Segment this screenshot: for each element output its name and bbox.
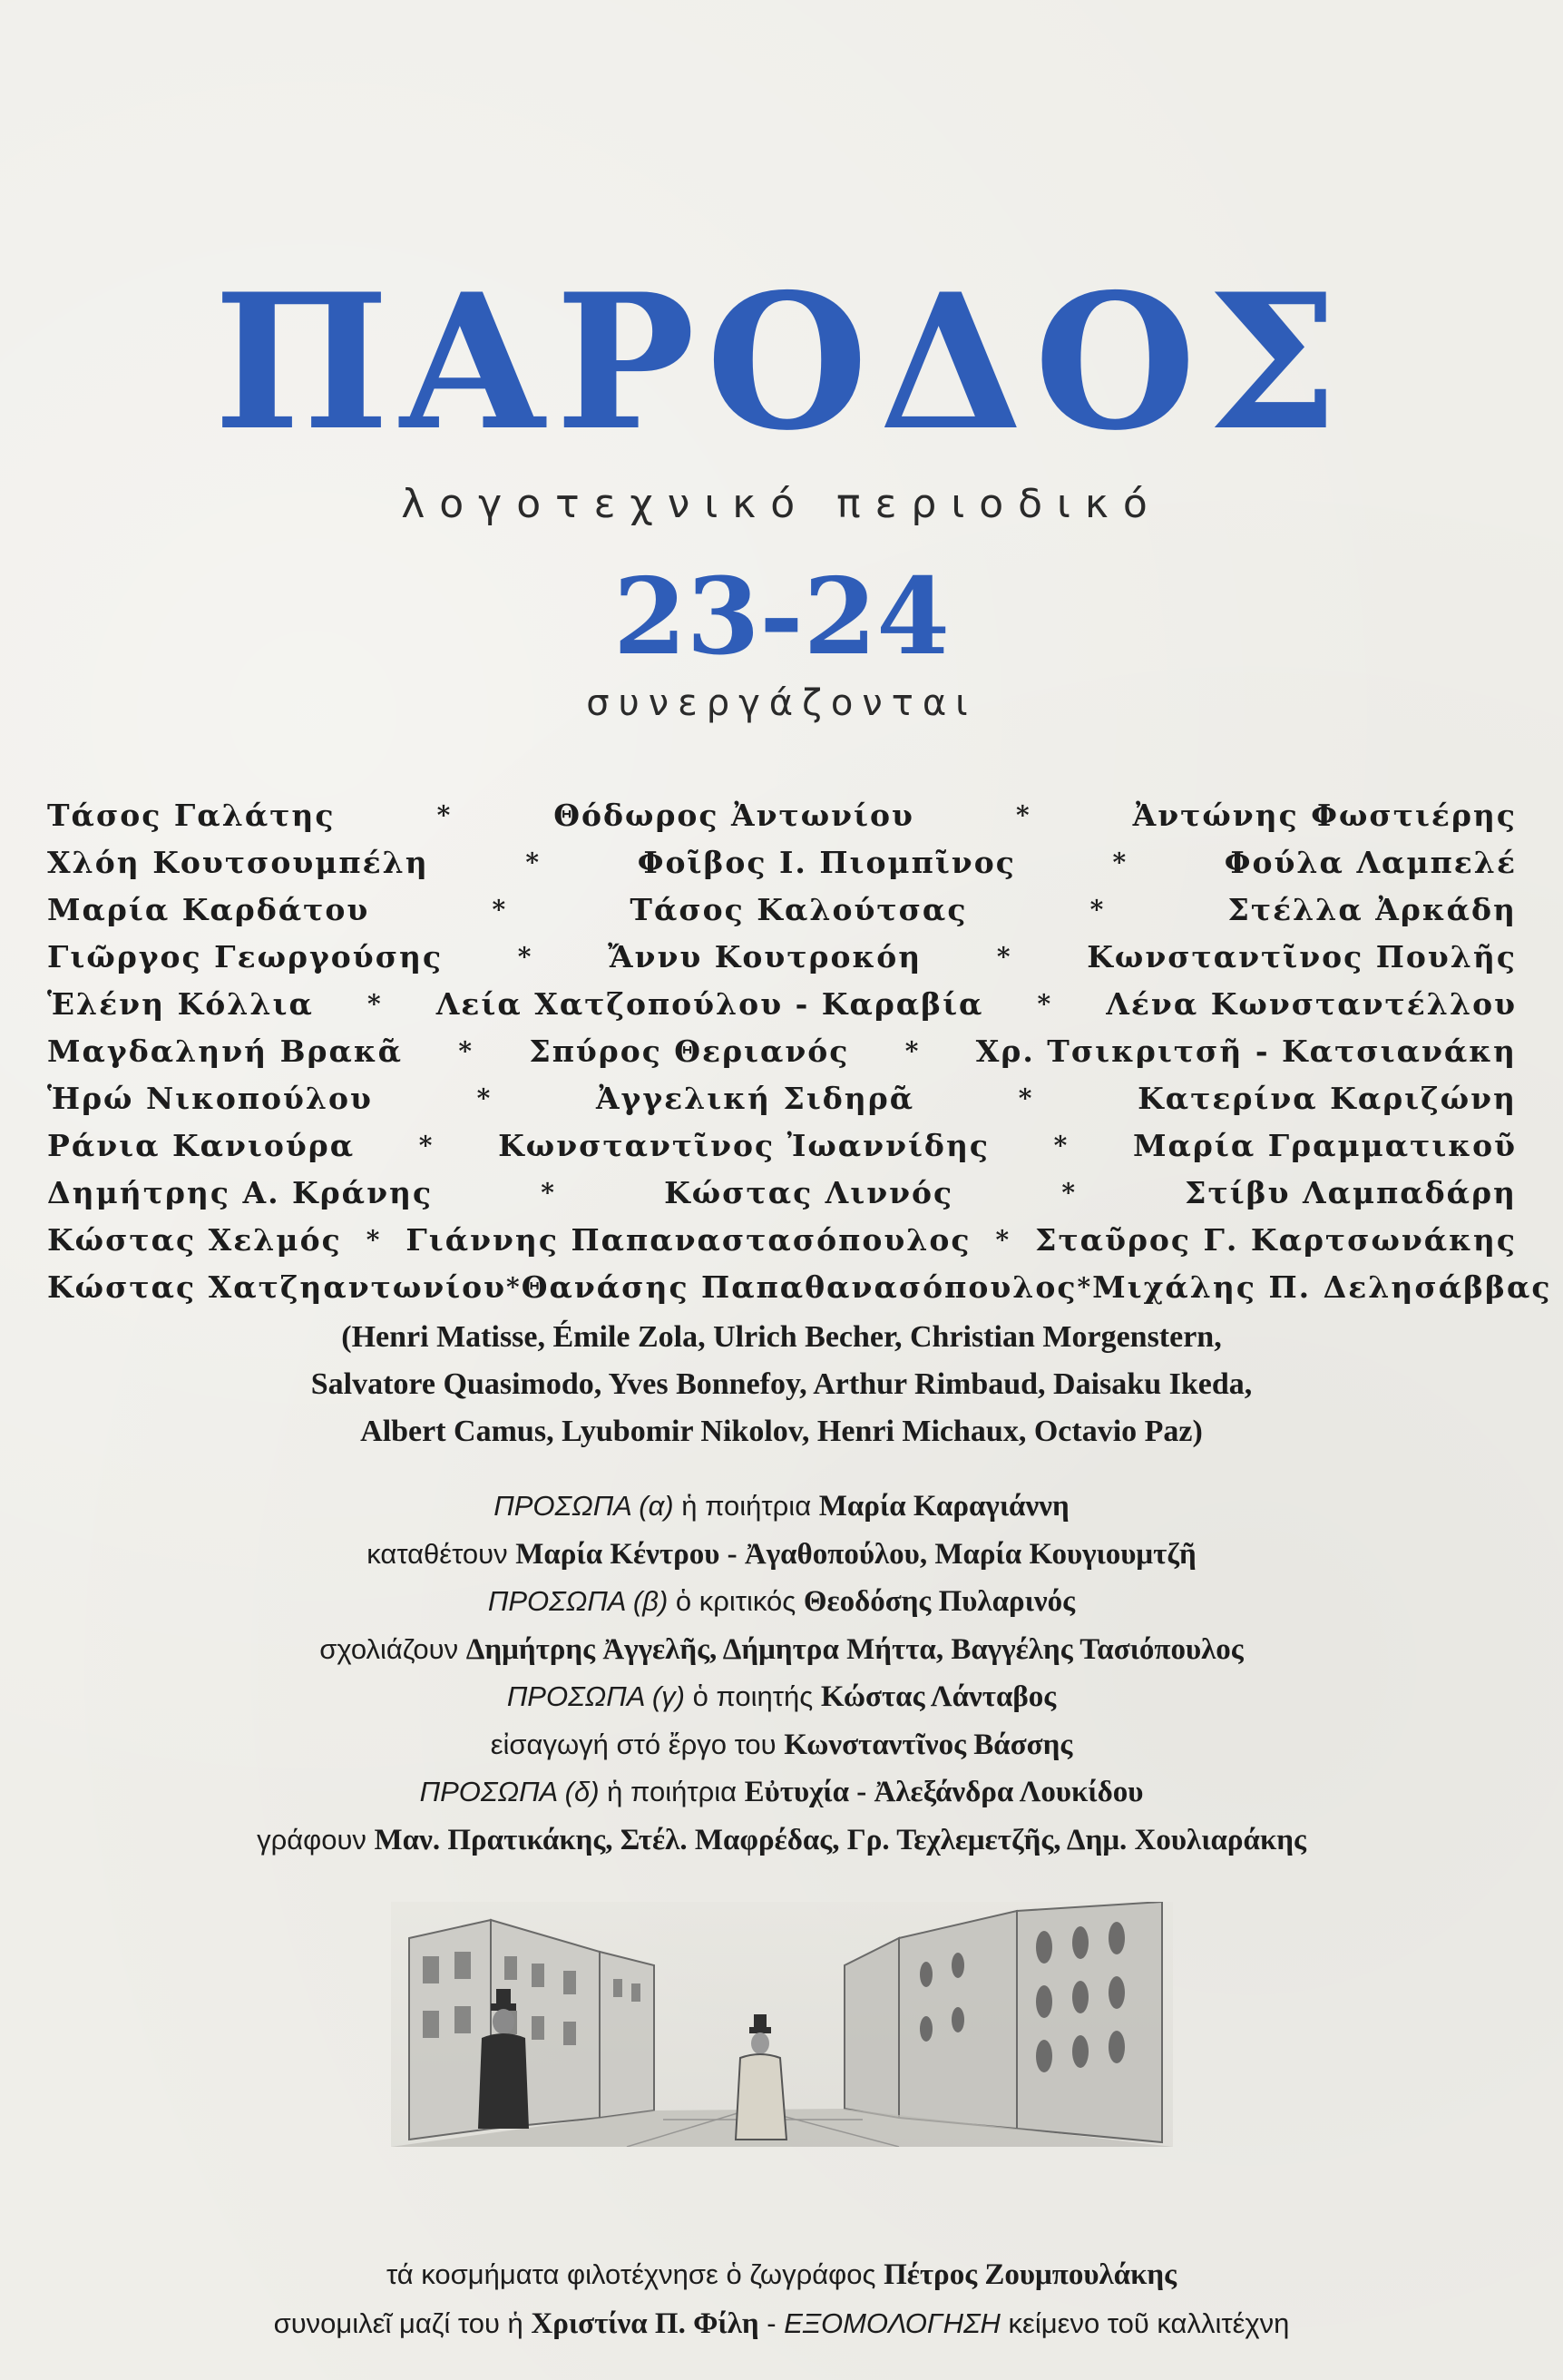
footer-artist-name: Πέτρος Ζουμπουλάκης bbox=[884, 2258, 1177, 2291]
contributor-name: Κατερίνα Καριζώνη bbox=[1138, 1080, 1518, 1116]
contributors-row bbox=[47, 1169, 1517, 1216]
section-label: ΠΡΟΣΩΠΑ (β) bbox=[487, 1585, 669, 1617]
persons-role-text: ἡ ποιήτρια bbox=[599, 1776, 745, 1807]
footer-dash: - bbox=[758, 2307, 785, 2339]
asterisk-separator: * bbox=[1037, 988, 1053, 1019]
persons-line bbox=[0, 1673, 1563, 1721]
asterisk-separator: * bbox=[995, 1224, 1011, 1255]
asterisk-separator: * bbox=[1077, 1271, 1093, 1302]
footer-interview-text: συνομιλεῖ μαζί του ἡ bbox=[273, 2307, 532, 2339]
asterisk-separator: * bbox=[506, 1271, 522, 1302]
persons-role-text: ὁ κριτικός bbox=[668, 1585, 804, 1617]
asterisk-separator: * bbox=[517, 941, 533, 972]
contributors-row bbox=[47, 886, 1517, 933]
asterisk-separator: * bbox=[366, 988, 383, 1019]
footer-line-interview bbox=[0, 2299, 1563, 2348]
contributor-name: Μαγδαληνή Βρακᾶ bbox=[47, 1033, 403, 1069]
asterisk-separator: * bbox=[996, 941, 1012, 972]
footer-interview-end: κείμενο τοῦ καλλιτέχνη bbox=[1000, 2307, 1290, 2339]
foreign-authors bbox=[0, 1314, 1563, 1455]
contributor-name: Τάσος Καλούτσας bbox=[630, 891, 968, 927]
contributor-name: Μαρία Καρδάτου bbox=[47, 891, 370, 927]
magazine-subtitle: λογοτεχνικό περιοδικό bbox=[401, 481, 1162, 527]
persons-role-text: σχολιάζουν bbox=[319, 1632, 466, 1665]
asterisk-separator: * bbox=[904, 1035, 921, 1066]
asterisk-separator: * bbox=[1112, 847, 1128, 877]
foreign-authors-line: Albert Camus, Lyubomir Nikolov, Henri Michaux, Octavio Paz) bbox=[360, 1415, 1203, 1448]
asterisk-separator: * bbox=[1018, 1082, 1034, 1113]
collaborators-heading: συνεργάζονται bbox=[586, 682, 977, 724]
asterisk-separator: * bbox=[1053, 1130, 1070, 1161]
foreign-authors-line: Salvatore Quasimodo, Yves Bonnefoy, Arthur Rimbaud, Daisaku Ikeda, bbox=[310, 1367, 1253, 1401]
persons-line bbox=[0, 1578, 1563, 1626]
contributors-row bbox=[47, 838, 1517, 886]
persons-section bbox=[0, 1483, 1563, 1864]
contributor-name: Στέλλα Ἀρκάδη bbox=[1227, 891, 1517, 927]
asterisk-separator: * bbox=[418, 1130, 435, 1161]
street-illustration bbox=[391, 1902, 1173, 2147]
contributors-row bbox=[47, 1263, 1552, 1310]
contributor-name: Φούλα Λαμπελέ bbox=[1224, 844, 1518, 880]
asterisk-separator: * bbox=[1015, 799, 1031, 830]
contributors-row bbox=[47, 933, 1517, 980]
persons-line bbox=[0, 1626, 1563, 1674]
footer-interviewer-name: Χριστίνα Π. Φίλη bbox=[531, 2307, 759, 2340]
contributor-name: Μιχάλης Π. Δελησάββας bbox=[1092, 1268, 1552, 1305]
persons-names: Κώστας Λάνταβος bbox=[820, 1680, 1057, 1713]
contributor-name: Ἀντώνης Φωστιέρης bbox=[1132, 797, 1518, 833]
issue-number: 23-24 bbox=[613, 555, 950, 679]
asterisk-separator: * bbox=[476, 1082, 493, 1113]
foreign-authors-line: (Henri Matisse, Émile Zola, Ulrich Becher, Christian Morgenstern, bbox=[341, 1320, 1222, 1354]
persons-names: Μαρία Καραγιάννη bbox=[818, 1490, 1070, 1523]
contributors-list bbox=[47, 791, 1552, 1310]
persons-line bbox=[0, 1721, 1563, 1769]
contributor-name: Χλόη Κουτσουμπέλη bbox=[47, 844, 429, 880]
contributor-name: Γιάννης Παπαναστασόπουλος bbox=[405, 1221, 972, 1258]
contributor-name: Λένα Κωνσταντέλλου bbox=[1106, 985, 1517, 1022]
asterisk-separator: * bbox=[525, 847, 542, 877]
section-label: ΠΡΟΣΩΠΑ (γ) bbox=[506, 1680, 685, 1712]
section-label: ΠΡΟΣΩΠΑ (α) bbox=[493, 1490, 674, 1522]
persons-names: Κωνσταντῖνος Βάσσης bbox=[784, 1728, 1073, 1761]
footer-line-artist bbox=[0, 2250, 1563, 2299]
persons-role-text: γράφουν bbox=[257, 1823, 375, 1856]
contributor-name: Ἑλένη Κόλλια bbox=[47, 985, 314, 1022]
contributor-name: Φοῖβος Ι. Πιομπῖνος bbox=[637, 844, 1016, 880]
footer-confession-title: ΕΞΟΜΟΛΟΓΗΣΗ bbox=[784, 2307, 1001, 2339]
contributor-name: Ἄννυ Κουτροκόη bbox=[608, 938, 923, 975]
persons-line bbox=[0, 1768, 1563, 1817]
contributor-name: Κώστας Λιννός bbox=[664, 1174, 954, 1210]
contributors-row bbox=[47, 980, 1517, 1027]
persons-names: Μαρία Κέντρου - Ἀγαθοπούλου, Μαρία Κουγιουμτζῆ bbox=[515, 1537, 1197, 1571]
contributor-name: Κώστας Χατζηαντωνίου bbox=[47, 1268, 507, 1305]
persons-line bbox=[0, 1531, 1563, 1579]
contributors-row bbox=[47, 1216, 1517, 1263]
contributor-name: Ἀγγελική Σιδηρᾶ bbox=[595, 1080, 915, 1116]
asterisk-separator: * bbox=[366, 1224, 382, 1255]
contributor-name: Δημήτρης Α. Κράνης bbox=[47, 1174, 434, 1210]
contributor-name: Γιῶργος Γεωργούσης bbox=[47, 938, 444, 975]
section-label: ΠΡΟΣΩΠΑ (δ) bbox=[419, 1776, 600, 1807]
asterisk-separator: * bbox=[492, 894, 508, 925]
persons-names: Μαν. Πρατικάκης, Στέλ. Μαφρέδας, Γρ. Τεχλεμετζῆς, Δημ. Χουλιαράκης bbox=[374, 1823, 1306, 1856]
asterisk-separator: * bbox=[1089, 894, 1106, 925]
asterisk-separator: * bbox=[436, 799, 453, 830]
contributors-row bbox=[47, 1074, 1517, 1121]
contributor-name: Μαρία Γραμματικοῦ bbox=[1132, 1127, 1517, 1163]
persons-line bbox=[0, 1483, 1563, 1531]
contributor-name: Κωνσταντῖνος Ἰωαννίδης bbox=[498, 1127, 991, 1163]
persons-names: Θεοδόσης Πυλαρινός bbox=[803, 1585, 1076, 1618]
footer-credits bbox=[0, 2250, 1563, 2348]
contributor-name: Ἡρώ Νικοπούλου bbox=[47, 1080, 373, 1116]
persons-role-text: καταθέτουν bbox=[366, 1537, 516, 1570]
contributor-name: Σπύρος Θεριανός bbox=[529, 1033, 850, 1069]
asterisk-separator: * bbox=[458, 1035, 474, 1066]
contributor-name: Σταῦρος Γ. Καρτσωνάκης bbox=[1035, 1221, 1518, 1258]
contributors-row bbox=[47, 1027, 1517, 1074]
contributors-row bbox=[47, 791, 1517, 838]
persons-names: Δημήτρης Ἀγγελῆς, Δήμητρα Μήττα, Βαγγέλης Τασιόπουλος bbox=[465, 1632, 1244, 1666]
persons-role-text: ἡ ποιήτρια bbox=[673, 1490, 819, 1522]
contributor-name: Θόδωρος Ἀντωνίου bbox=[553, 797, 914, 833]
contributor-name: Θανάσης Παπαθανασόπουλος bbox=[521, 1268, 1078, 1305]
contributor-name: Χρ. Τσικριτσῆ - Κατσιανάκη bbox=[975, 1033, 1517, 1069]
contributor-name: Κώστας Χελμός bbox=[47, 1221, 342, 1258]
persons-role-text: εἰσαγωγή στό ἔργο του bbox=[490, 1728, 785, 1760]
asterisk-separator: * bbox=[1061, 1177, 1077, 1208]
persons-names: Εὐτυχία - Ἀλεξάνδρα Λουκίδου bbox=[744, 1776, 1144, 1808]
contributor-name: Ράνια Κανιούρα bbox=[47, 1127, 356, 1163]
persons-role-text: ὁ ποιητής bbox=[685, 1680, 821, 1712]
asterisk-separator: * bbox=[541, 1177, 556, 1208]
persons-line bbox=[0, 1817, 1563, 1865]
contributors-row bbox=[47, 1121, 1517, 1169]
contributor-name: Λεία Χατζοπούλου - Καραβία bbox=[435, 985, 984, 1022]
contributor-name: Τάσος Γαλάτης bbox=[47, 797, 336, 833]
contributor-name: Στίβυ Λαμπαδάρη bbox=[1185, 1174, 1518, 1210]
magazine-title: ΠΑΡΟΔΟΣ bbox=[213, 254, 1350, 472]
footer-artist-text: τά κοσμήματα φιλοτέχνησε ὁ ζωγράφος bbox=[386, 2258, 884, 2290]
contributor-name: Κωνσταντῖνος Πουλῆς bbox=[1087, 938, 1518, 975]
